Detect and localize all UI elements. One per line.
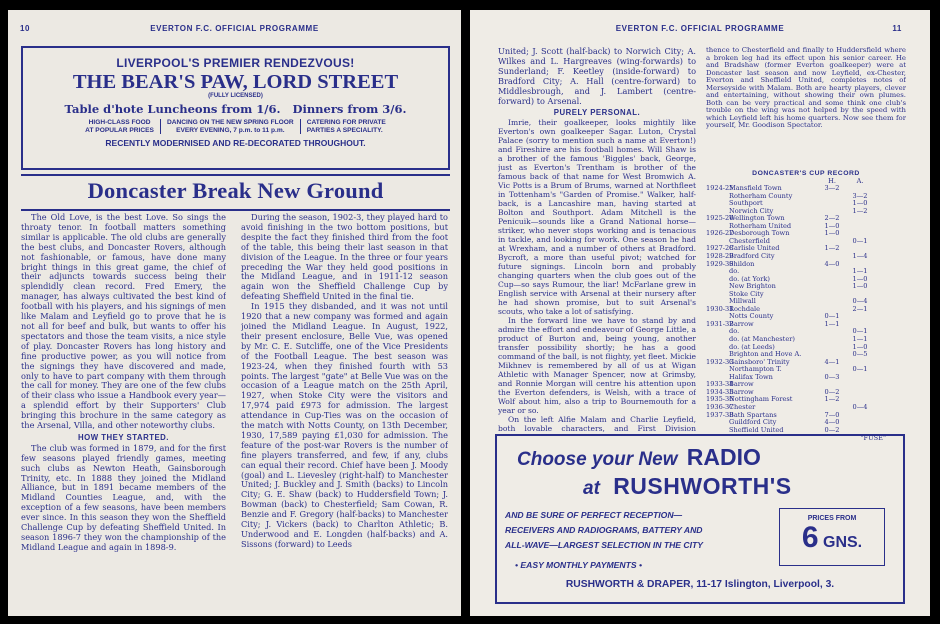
cup-record-team: Bradford City [729,252,775,261]
home-header: H. [828,176,836,185]
divider [21,209,450,211]
cup-record-away: 0—5 [852,350,868,359]
cup-record-home [818,291,846,299]
cup-record-team: Barrow [729,387,754,396]
radio-headline-part1: Choose your New [517,449,678,470]
cup-record-home [818,193,846,201]
cup-record-away [846,412,874,420]
price-label: PRICES FROM [807,515,857,522]
cup-record-home [818,336,846,344]
cup-record-year: 1936-37 [706,402,734,411]
cup-record-home [818,344,846,352]
divider [21,174,450,176]
cup-record-away: 0—1 [852,365,868,374]
section-heading: HOW THEY STARTED. [78,432,169,442]
cup-record-team: Wellington Town [729,214,785,223]
price-value: 6 [801,521,819,554]
cup-record-home [818,268,846,276]
away-header: A. [856,176,864,185]
cup-record-team: Sheffield United [729,425,784,434]
cup-record-year [706,336,729,344]
radio-headline-radio: RADIO [686,444,761,470]
cup-record-team: Stoke City [729,289,764,298]
radio-body-line: • EASY MONTHLY PAYMENTS • [515,560,642,570]
cup-record-year: 1933-34 [706,380,734,389]
radio-subheadline [583,473,792,500]
radio-body-line: AND BE SURE OF PERFECT RECEPTION— [505,510,683,520]
cup-record-home [818,283,846,291]
cup-record-away: 1—0 [852,342,868,351]
cup-record-year [706,419,729,427]
cup-record-team: do. (at York) [729,274,770,283]
cup-record-team: Gainsboro' Trinity [729,357,790,366]
cup-record-away: 1—1 [852,267,868,276]
cup-record-home: 4—0 [824,259,840,268]
cup-record-team: do. (at Manchester) [729,335,795,344]
cup-record-home: 1—2 [824,395,840,404]
cup-record-year [706,193,729,201]
cup-record-year: 1925-26 [706,214,734,223]
cup-record-home: 1—0 [824,229,840,238]
cup-record-team: Chester [729,402,756,411]
cup-record-home: 3—2 [824,184,840,193]
cup-record-home: 2—2 [824,214,840,223]
cup-record-home: 1—1 [824,319,840,328]
radio-body [505,508,765,573]
article-column-1 [21,213,226,603]
right-page [470,10,930,616]
cup-record-away: 1—4 [852,252,868,261]
cup-record-year: 1929-30 [706,259,734,268]
advert-col3: CATERING FOR PRIVATE PARTIES A SPECIALITY. [306,119,386,134]
advert-col2: DANCING ON THE NEW SPRING FLOOR EVERY EVENING, 7 p.m. to 11 p.m. [161,119,301,134]
cup-record-home: 1—0 [824,221,840,230]
cup-record-home [818,298,846,306]
cup-record-away [846,419,874,427]
cup-record-away: 0—1 [852,236,868,245]
cup-record-team: Chesterfield [729,236,770,245]
advert-headline: THE BEAR'S PAW, LORD STREET [72,71,399,93]
cup-record-home: 0—2 [824,425,840,434]
cup-record-year: 1924-25 [706,184,734,193]
cup-record-team: Norwich City [729,206,774,215]
page-number: 10 [20,24,31,33]
cup-record-away: 2—1 [852,304,868,313]
cup-record-away: 3—2 [852,191,868,200]
cup-record-away: 0—4 [852,297,868,306]
cup-record-row [706,427,906,435]
cup-record-title: DONCASTER'S CUP RECORD [752,170,860,177]
cup-record-year [706,366,729,374]
cup-record-year: 1935-36 [706,395,734,404]
cup-record-year [706,200,729,208]
article-paragraph: During the season, 1902-3, they played hard to avoid finishing in the two bottom positions, but despite the fact they finished third from the foot of the table, this being their last season in that division of the League. In the three or four years preceding the War they held good positions in the Midland League, and in 1911-12 season again won the Sheffield Challenge Cup by defeating Sheffield United in the final tie. [241,213,448,302]
cup-record-year: 1926-27 [706,229,734,238]
article-paragraph: The club was formed in 1879, and for the first few seasons played friendly games, meeting such clubs as Newton Heath, Gainsborough Trinity, etc. In 1888 they joined the Midland Alliance, but in 1891 became members of the Midland Counties League, and, with the exception of a few seasons, have been members ever since. In this season they won the Sheffield Challenge Cup by defeating Sheffield United. In season 1896-7 they won the championship of the Midland League and again in 1898-9. [21,442,226,552]
cup-record-team: Notts County [729,312,774,321]
price-amount [780,521,884,555]
cup-record-year: 1927-28 [706,244,734,253]
cup-record-away: 1—2 [852,206,868,215]
article-column-2 [241,213,448,605]
cup-record-away: 1—1 [852,335,868,344]
cup-record-year: 1931-32 [706,319,734,328]
left-page [8,10,461,616]
price-box [779,508,885,566]
cup-record-year [706,283,729,291]
cup-record-away [846,313,874,321]
cup-record-team: Mansfield Town [729,184,782,193]
price-unit: GNS. [823,534,863,551]
cup-record-away: 1—0 [852,199,868,208]
programme-title: EVERTON F.C. OFFICIAL PROGRAMME [615,24,785,33]
advert-line1: LIVERPOOL'S PREMIER RENDEZVOUS! [116,56,355,70]
cup-record-year: 1934-35 [706,387,734,396]
cup-record-home: 4—0 [824,418,840,427]
cup-record-away: 1—0 [852,282,868,291]
cup-record-year [706,268,729,276]
cup-record-team: Guildford City [729,418,777,427]
cup-record-table [706,170,906,443]
cup-record-team: Rotherham United [729,221,792,230]
cup-record-team: Halifax Town [729,372,773,381]
cup-record-away [846,389,874,397]
cup-record-home: 0—3 [824,372,840,381]
article-title: Doncaster Break New Ground [87,178,384,203]
advert-columns [23,119,448,134]
article-paragraph: Imrie, their goalkeeper, looks mightily like Everton's own goalkeeper Sagar. Luton, Crystal Palace (sorry to mention such a name at Everton!) and Fireshire are his football homes. Will Shaw is a brother of the famous 'Biggles' back, George, just as Everton's Trentham is brother of the famous back of that name for West Bromwich A. Vic Potts is a Brum of Brums, warned at Northfleet in Tottenham's "Garden of Promise." Walker, half-back, is a Lancashire man, having started at Bolton and Southport. Adam Mitchell is the Penicuik—sounds like a Grand National horse—striker, who never stops working and is tenacious in tackle, and looking for work. One season he had at Wrexham, and a number of others at Bradford. Bycroft, a more than useful pivot; watched for future signings. Lincoln born and probably changing quarters when the club goes out of the Cup—so says Rumour, the liar! McFarlane grew in English service with Arsenal at their nursery after he had shown promise, but to suit Arsenal's scouts, who take a lot of satisfying. [498,118,696,317]
article-paragraph: The Old Love, is the best Love. So sings the throaty tenor. In football matters something similar is applicable. The old clubs are generally the best clubs, and Doncaster Rovers, although not fashionable, or famous, have done many bright things in this great game, the chief of their adjuncts towards success being their splendidly clean record. Fred Emery, the manager, has always cultivated the best kind of football with his players, and his signings of men like Malam and Leyfield go to prove that he is not all for beef and bulk, but wants to offer his spectators and those the team visits, a nice style of play. Doncaster Rovers has long history and fine productive power, as you will notice from the signings they have discovered and made, only to have to part company with them through the call for money. They are one of the few clubs of their class who issue a Handbook every year—a splendid effort by their Supporters' Club bringing this brochure in the same category as the Arsenal, Villa, and other noteworthy clubs. [21,213,226,431]
cup-record-team: Barrow [729,319,754,328]
programme-title: EVERTON F.C. OFFICIAL PROGRAMME [150,24,319,33]
radio-body-line: ALL-WAVE—LARGEST SELECTION IN THE CITY [505,540,703,550]
article-paragraph: thence to Chesterfield and finally to Huddersfield where a broken leg had its effect upon his senior career. He and Bradshaw (former Everton goalkeeper) were at Doncaster last season and now Leyfield, ex-Chester, Everton and Sheffield United, completes notes of Merseyside with Malam. Both are hearty players, clever and entertaining, without showing their own plumes. Both can be very practical and some think one club's trouble on the wing was not helped by the speed with which Leyfield left his home quarters. Now see them for yourself, Mr. Goodison Spectator. [706,47,906,130]
cup-record-away [846,223,874,231]
rushworth-radio-advert [495,434,905,604]
article-paragraph: In 1915 they disbanded, and it was not until 1920 that a new company was formed and again joined the Midland League. In August, 1922, their present enclosure, Belle Vue, was opened by Mr. C. E. Sutcliffe, one of the Vice Presidents of the Football League. The best season was 1923-24, when they finished fourth with 53 points. The largest "gate" at Belle Vue was on the occasion of a League match on the 25th April, 1927, when Stoke City were the visitors and 17,974 paid £973 for admission. The largest attendance in Cup-Ties was on the occasion of the match with Notts County, on 13th December, 1930, 17,589 paying £1,030 for admission. The feature of the post-war Rovers is the number of fine players transferred, and few, if any, clubs can equal their record. Chief have been J. Moody (goal) and L. Lievesley (right-half) to Manchester United; J. Buckley and J. Smith (backs) to Lincoln City; G. E. Shaw (back) to Huddersfield Town; J. Bowman (back) to Chesterfield; Sam Cowan, R. Benzie and F. Gregory (half-backs) to Manchester City; J. Vickers (back) to Charlton Athletic; B. Underwood and E. Longden (half-backs) and A. Sissons (forward) to Leeds [241,301,448,549]
article-paragraph: On the left Alfie Malam and Charlie Leyfield, both lovable characters, and First Division [498,415,696,434]
cup-record-home: 0—2 [824,387,840,396]
cup-record-year: 1937-38 [706,410,734,419]
cup-record-away: 0—4 [852,402,868,411]
cup-record-team: Shildon [729,259,755,268]
cup-record-team: Rochdale [729,304,761,313]
section-heading: PURELY PERSONAL. [553,108,641,118]
cup-record-year [706,427,729,435]
cup-record-away [846,374,874,382]
page-number: 11 [892,24,902,33]
advert-meals: Table d'hote Luncheons from 1/6. Dinners from 3/6. [64,102,407,116]
cup-record-team: Nottingham Forest [729,395,793,404]
cup-record-team: New Brighton [729,282,776,291]
cup-record-year [706,276,729,284]
cup-record-team: Brighton and Hove A. [729,350,802,359]
cup-record-team: Carlisle United [729,244,780,253]
radio-body-line: RECEIVERS AND RADIOGRAMS, BATTERY AND [505,525,703,535]
cup-record-home: 1—2 [824,244,840,253]
cup-record-home: 7—0 [824,410,840,419]
cup-record-home [818,328,846,336]
cup-record-home: 4—1 [824,357,840,366]
cup-record-team: do. [729,267,740,276]
cup-record-team: Barrow [729,380,754,389]
cup-record-year: 1930-31 [706,304,734,313]
cup-record-team: do. (at Leeds) [729,342,775,351]
cup-record-away [846,215,874,223]
bears-paw-advert [21,46,450,170]
cup-record-rows [706,185,906,434]
radio-subheadline-name: RUSHWORTH'S [613,473,792,499]
radio-headline [517,444,761,471]
cup-record-year [706,291,729,299]
advert-col1: HIGH-CLASS FOOD AT POPULAR PRICES [79,119,161,134]
cup-record-team: do. [729,327,740,336]
cup-record-away: 0—1 [852,327,868,336]
article-paragraph: In the forward line we have to stand by and admire the effort and endeavour of George Little, a product of Burton and, being young, another transfer possibility shortly; he has a good command of the ball, is not flighty, yet fleet. Mickie Mikhnev is remembered by all of us at Wigan Athletic with Manager Spencer, now at Grimsby, and Ronnie Morgan will centre his attention upon the Everton defenders, is Welsh, with a trace of Wolf about him, also a trip to Bournemouth for a year or so. [498,316,696,416]
cup-record-year [706,344,729,352]
cup-record-team: Northampton T. [729,365,782,374]
cup-record-away [846,427,874,435]
cup-record-year: 1928-29 [706,252,734,261]
cup-record-away [846,381,874,389]
cup-record-year: 1932-33 [706,357,734,366]
radio-footer: RUSHWORTH & DRAPER, 11-17 Islington, Liverpool, 3. [565,579,835,590]
cup-record-home [818,200,846,208]
cup-record-team: Southport [729,199,763,208]
article-column-4 [706,47,906,165]
radio-subheadline-at: at [583,478,600,499]
cup-record-team: Desborough Town [729,229,790,238]
article-column-3 [498,47,696,435]
cup-record-home: 0—1 [824,312,840,321]
author-signature: "FUSE" [860,434,886,443]
advert-footer: RECENTLY MODERNISED AND RE-DECORATED THROUGHOUT. [105,138,366,148]
advert-licensed: (FULLY LICENSED) [208,93,263,99]
article-paragraph: United; J. Scott (half-back) to Norwich City; A. Wilkes and L. Hargreaves (wing-forwards) to Sunderland; F. Keetley (inside-forward) to Bradford City; A. Hall (centre-forward) to Middlesbrough, and J. Lambert (centre-forward) to Arsenal. [498,47,696,106]
cup-record-away: 1—0 [852,274,868,283]
cup-record-team: Rotherham County [729,191,793,200]
cup-record-year [706,328,729,336]
cup-record-team: Millwall [729,297,756,306]
cup-record-team: Bath Spartans [729,410,777,419]
cup-record-home [818,276,846,284]
